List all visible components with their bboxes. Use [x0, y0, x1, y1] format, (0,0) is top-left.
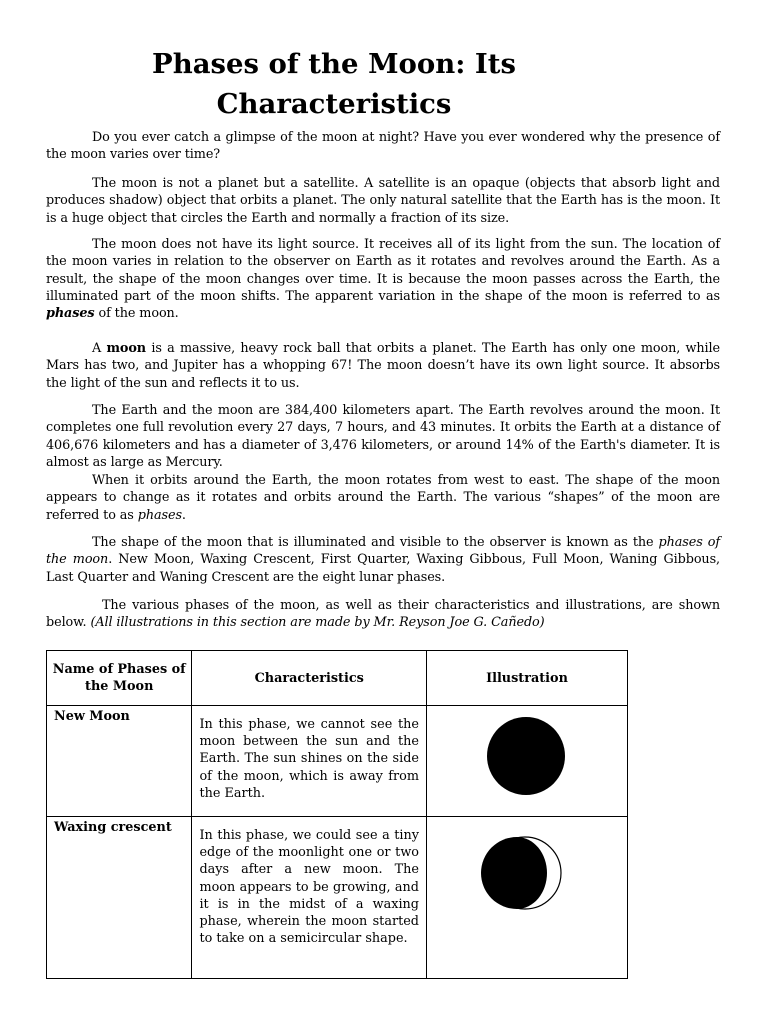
phase-name-cell	[47, 817, 192, 979]
phase-characteristics: In this phase, we could see a tiny edge of the moonlight one or two days after a new moon. The moon appears to be growing, and it is in the midst of a waxing phase, wherein the moon started to take on a semicircular shape.	[199, 828, 419, 947]
paragraph-rotation: When it orbits around the Earth, the moon rotates from west to east. The shape of the moon appears to change as it rotates and orbits around the Earth. The various “shapes” of the moon are referred to as phases.	[46, 473, 720, 523]
title-line-2: Characteristics	[216, 88, 452, 120]
header-illustration: Illustration	[426, 651, 627, 706]
waxing-crescent-icon	[427, 817, 627, 927]
phase-name: Waxing crescent	[54, 820, 172, 835]
paragraph-intro: Do you ever catch a glimpse of the moon at night? Have you ever wondered why the presence of the moon varies over time?	[46, 130, 720, 163]
phase-characteristics: In this phase, we cannot see the moon between the sun and the Earth. The sun shines on the side of the moon, which is away from the Earth.	[199, 717, 419, 801]
table-row	[47, 817, 628, 979]
phase-name: New Moon	[54, 709, 130, 724]
illustration-cell	[426, 706, 627, 817]
paragraph-moon-definition: A moon is a massive, heavy rock ball that orbits a planet. The Earth has only one moon, while Mars has two, and Jupiter has a whopping 67! The moon doesn’t have its own light source. It absorbs the light of the sun and reflects it to us.	[46, 341, 720, 391]
new-moon-icon	[427, 706, 627, 812]
paragraph-eight-phases: The shape of the moon that is illuminated and visible to the observer is known as the phases of the moon. New Moon, Waxing Crescent, First Quarter, Waxing Gibbous, Full Moon, Waning Gibbous, Last Quarter and Waning Crescent are the eight lunar phases.	[46, 535, 720, 585]
header-phase-name: Name of Phases of the Moon	[47, 651, 192, 706]
paragraph-illustration-note: The various phases of the moon, as well as their characteristics and illustrations, are shown below. (All illustrations in this section are made by Mr. Reyson Joe G. Cañedo)	[46, 598, 720, 631]
table-header-row	[47, 651, 628, 706]
paragraph-light-source: The moon does not have its light source. It receives all of its light from the sun. The location of the moon varies in relation to the observer on Earth as it rotates and revolves around the Earth. As a result, the shape of the moon changes over time. It is because the moon passes across the Earth, the illuminated part of the moon shifts. The apparent variation in the shape of the moon is referred to as phases of the moon.	[46, 237, 720, 322]
paragraph-satellite: The moon is not a planet but a satellite. A satellite is an opaque (objects that absorb light and produces shadow) object that orbits a planet. The only natural satellite that the Earth has is the moon. It is a huge object that circles the Earth and normally a fraction of its size.	[46, 176, 720, 226]
paragraph-distance: The Earth and the moon are 384,400 kilometers apart. The Earth revolves around the moon. It completes one full revolution every 27 days, 7 hours, and 43 minutes. It orbits the Earth at a distance of 406,676 kilometers and has a diameter of 3,476 kilometers, or around 14% of the Earth's diameter. It is almost as large as Mercury.	[46, 403, 720, 470]
table-row	[47, 706, 628, 817]
header-characteristics: Characteristics	[192, 651, 427, 706]
phase-name-cell	[47, 706, 192, 817]
title-line-1: Phases of the Moon: Its	[152, 48, 516, 80]
page-title	[0, 44, 668, 124]
illustration-cell	[426, 817, 627, 979]
characteristics-cell	[192, 817, 427, 979]
phases-table	[46, 650, 628, 979]
characteristics-cell	[192, 706, 427, 817]
